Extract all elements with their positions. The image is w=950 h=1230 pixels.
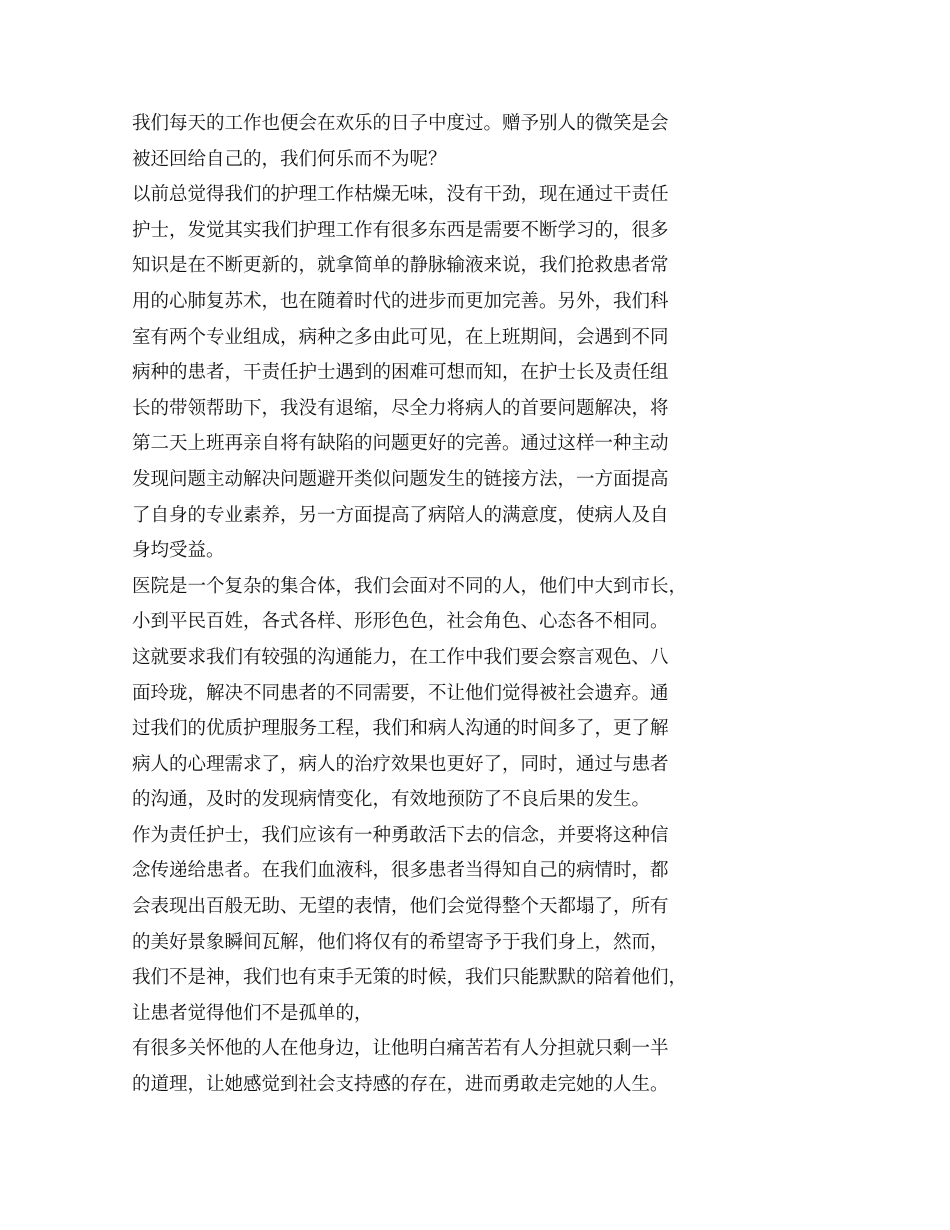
text-line: 的道理，让她感觉到社会支持感的存在，进而勇敢走完她的人生。 — [132, 1074, 669, 1096]
text-line: 面玲珑，解决不同患者的不同需要，不让他们觉得被社会遗弃。通 — [132, 682, 669, 704]
document-body — [132, 106, 692, 1103]
text-line: 室有两个专业组成，病种之多由此可见，在上班期间，会遇到不同 — [132, 326, 669, 348]
text-line: 医院是一个复杂的集合体，我们会面对不同的人，他们中大到市长， — [132, 575, 688, 597]
text-line: 身均受益。 — [132, 540, 225, 562]
text-line: 用的心肺复苏术，也在随着时代的进步而更加完善。另外，我们科 — [132, 290, 669, 312]
text-line: 的沟通，及时的发现病情变化，有效地预防了不良后果的发生。 — [132, 789, 651, 811]
text-line: 小到平民百姓，各式各样、形形色色，社会角色、心态各不相同。 — [132, 611, 669, 633]
text-line: 作为责任护士，我们应该有一种勇敢活下去的信念，并要将这种信 — [132, 824, 669, 846]
text-line: 有很多关怀他的人在他身边，让他明白痛苦若有人分担就只剩一半 — [132, 1038, 669, 1060]
text-line: 病种的患者，干责任护士遇到的困难可想而知，在护士长及责任组 — [132, 362, 669, 384]
text-line: 被还回给自己的，我们何乐而不为呢？ — [132, 148, 447, 170]
text-line: 会表现出百般无助、无望的表情，他们会觉得整个天都塌了，所有 — [132, 896, 669, 918]
text-line: 病人的心理需求了，病人的治疗效果也更好了，同时，通过与患者 — [132, 753, 669, 775]
text-line: 护士，发觉其实我们护理工作有很多东西是需要不断学习的，很多 — [132, 219, 669, 241]
text-line: 了自身的专业素养，另一方面提高了病陪人的满意度，使病人及自 — [132, 504, 669, 526]
text-line: 的美好景象瞬间瓦解，他们将仅有的希望寄予于我们身上，然而， — [132, 931, 669, 953]
text-line: 以前总觉得我们的护理工作枯燥无味，没有干劲，现在通过干责任 — [132, 184, 669, 206]
text-line: 我们不是神，我们也有束手无策的时候，我们只能默默的陪着他们， — [132, 967, 688, 989]
text-line: 第二天上班再亲自将有缺陷的问题更好的完善。通过这样一种主动 — [132, 433, 669, 455]
text-line: 我们每天的工作也便会在欢乐的日子中度过。赠予别人的微笑是会 — [132, 113, 669, 134]
text-line: 发现问题主动解决问题避开类似问题发生的链接方法，一方面提高 — [132, 468, 669, 490]
text-line: 长的带领帮助下，我没有退缩，尽全力将病人的首要问题解决，将 — [132, 397, 669, 419]
text-line: 这就要求我们有较强的沟通能力，在工作中我们要会察言观色、八 — [132, 646, 669, 668]
text-line: 念传递给患者。在我们血液科，很多患者当得知自己的病情时，都 — [132, 860, 669, 882]
text-line: 过我们的优质护理服务工程，我们和病人沟通的时间多了，更了解 — [132, 718, 669, 740]
text-line: 知识是在不断更新的，就拿简单的静脉输液来说，我们抢救患者常 — [132, 255, 669, 277]
text-line: 让患者觉得他们不是孤单的， — [132, 1002, 373, 1024]
